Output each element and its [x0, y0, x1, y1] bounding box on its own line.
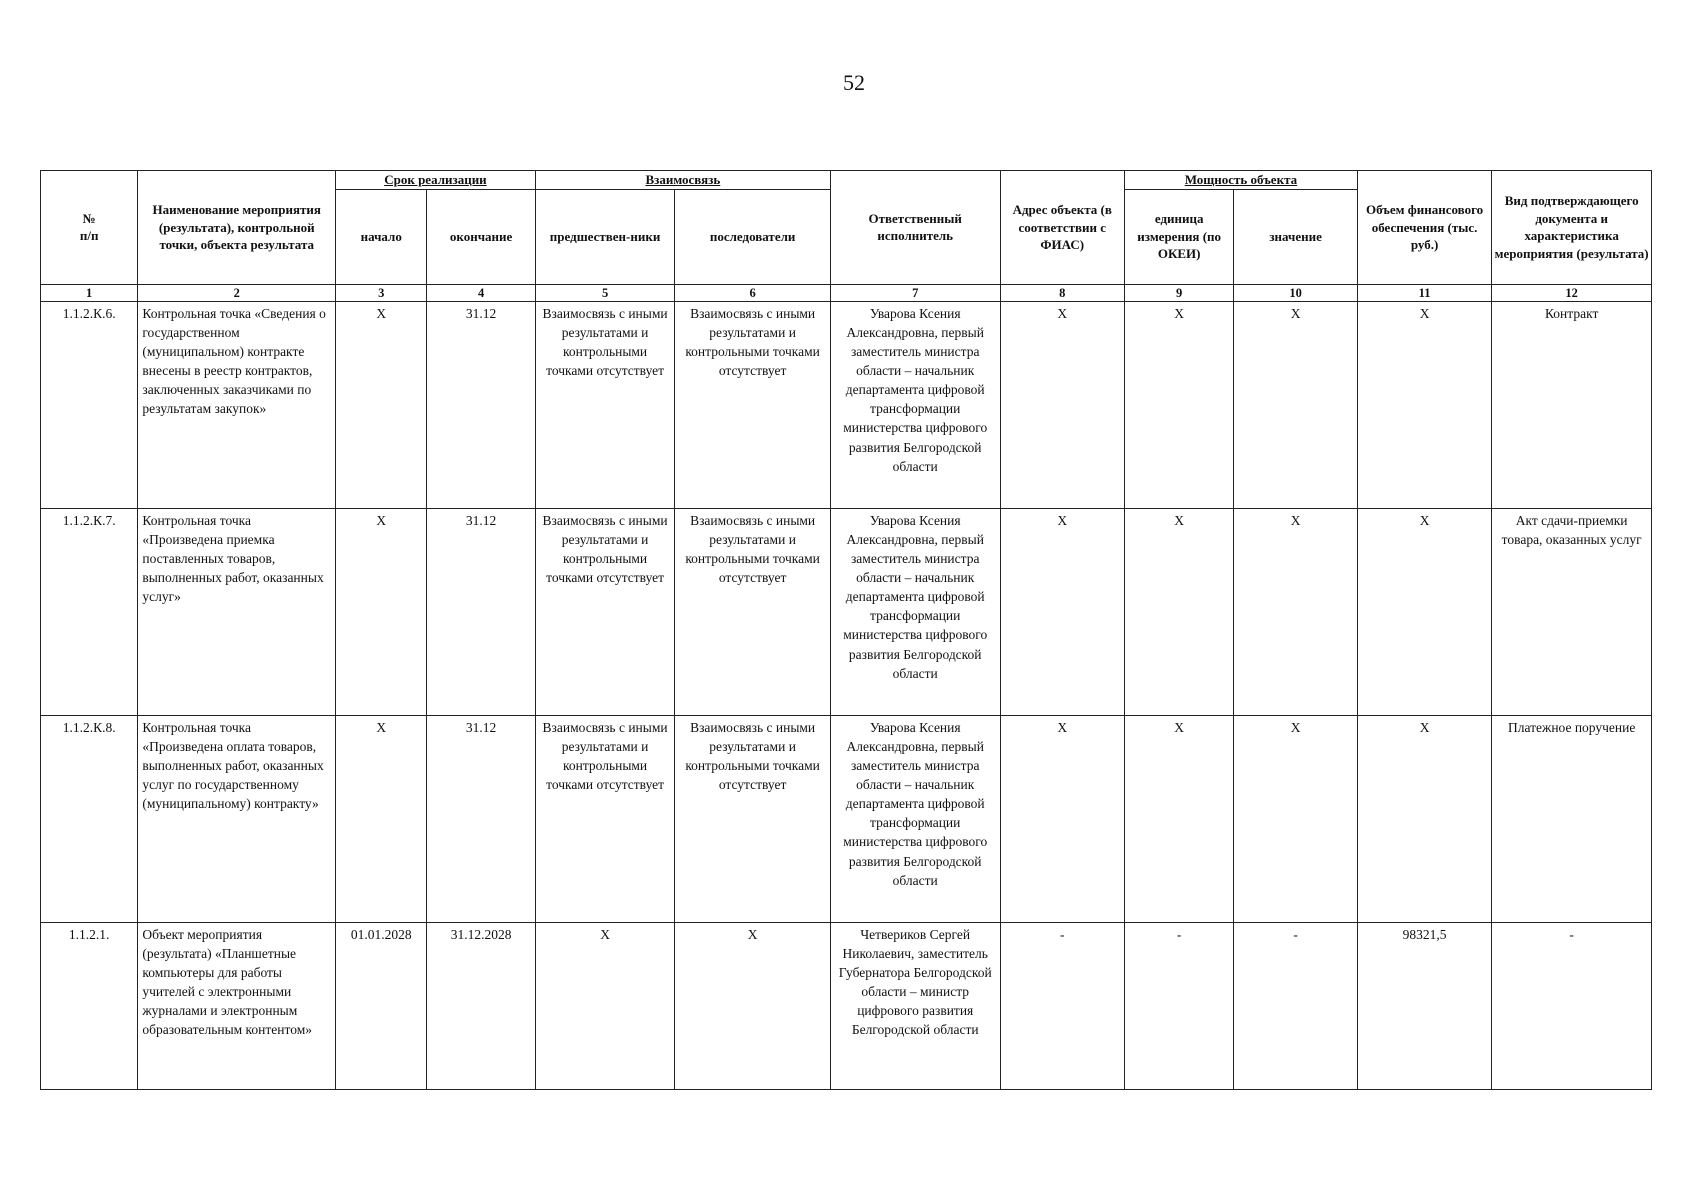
cell-address: Х: [1000, 715, 1124, 922]
header-address: Адрес объекта (в соответствии с ФИАС): [1000, 171, 1124, 285]
cell-num: 1.1.2.1.: [41, 922, 138, 1089]
cell-succ: Взаимосвязь с иными результатами и контрольными точками отсутствует: [675, 715, 831, 922]
header-link-succ: последователи: [675, 189, 831, 284]
cell-name: Контрольная точка «Произведена оплата товаров, выполненных работ, оказанных услуг по государственному (муниципальному) контракту»: [138, 715, 336, 922]
cell-value: Х: [1234, 508, 1357, 715]
column-number: 11: [1357, 284, 1491, 301]
cell-name: Контрольная точка «Произведена приемка поставленных товаров, выполненных работ, оказанных услуг»: [138, 508, 336, 715]
column-number: 8: [1000, 284, 1124, 301]
cell-pred: Взаимосвязь с иными результатами и контрольными точками отсутствует: [535, 301, 675, 508]
cell-unit: Х: [1124, 715, 1233, 922]
cell-doc: Контракт: [1492, 301, 1652, 508]
cell-value: Х: [1234, 715, 1357, 922]
cell-succ: Х: [675, 922, 831, 1089]
header-doc: Вид подтверждающего документа и характеристика мероприятия (результата): [1492, 171, 1652, 285]
cell-pred: Взаимосвязь с иными результатами и контрольными точками отсутствует: [535, 508, 675, 715]
header-link-group-label: Взаимосвязь: [645, 172, 721, 187]
table-row: [41, 301, 1652, 508]
cell-value: Х: [1234, 301, 1357, 508]
header-executor: Ответственный исполнитель: [830, 171, 1000, 285]
cell-doc: Платежное поручение: [1492, 715, 1652, 922]
cell-executor: Уварова Ксения Александровна, первый заместитель министра области – начальник департамента цифровой трансформации министерства цифрового развития Белгородской области: [830, 508, 1000, 715]
cell-pred: Взаимосвязь с иными результатами и контрольными точками отсутствует: [535, 715, 675, 922]
cell-end: 31.12.2028: [427, 922, 535, 1089]
column-number-row: [41, 284, 1652, 301]
cell-finance: 98321,5: [1357, 922, 1491, 1089]
cell-address: -: [1000, 922, 1124, 1089]
header-power-unit: единица измерения (по ОКЕИ): [1124, 189, 1233, 284]
cell-start: Х: [336, 301, 427, 508]
cell-name: Контрольная точка «Сведения о государственном (муниципальном) контракте внесены в реестр контрактов, заключенных заказчиками по результатам закупок»: [138, 301, 336, 508]
table-row: [41, 715, 1652, 922]
header-name: Наименование мероприятия (результата), контрольной точки, объекта результата: [138, 171, 336, 285]
plan-table: [40, 170, 1652, 1090]
cell-doc: -: [1492, 922, 1652, 1089]
cell-name: Объект мероприятия (результата) «Планшетные компьютеры для работы учителей с электронными журналами и электронным образовательным контентом»: [138, 922, 336, 1089]
cell-end: 31.12: [427, 715, 535, 922]
cell-value: -: [1234, 922, 1357, 1089]
column-number: 9: [1124, 284, 1233, 301]
header-power-group: [1124, 171, 1357, 190]
cell-start: 01.01.2028: [336, 922, 427, 1089]
cell-num: 1.1.2.К.7.: [41, 508, 138, 715]
header-term-start: начало: [336, 189, 427, 284]
header-term-group: [336, 171, 536, 190]
header-term-group-label: Срок реализации: [384, 172, 487, 187]
page-number: 52: [843, 70, 865, 95]
cell-end: 31.12: [427, 301, 535, 508]
column-number: 1: [41, 284, 138, 301]
cell-unit: Х: [1124, 301, 1233, 508]
header-term-end: окончание: [427, 189, 535, 284]
cell-succ: Взаимосвязь с иными результатами и контрольными точками отсутствует: [675, 508, 831, 715]
cell-executor: Уварова Ксения Александровна, первый заместитель министра области – начальник департамента цифровой трансформации министерства цифрового развития Белгородской области: [830, 715, 1000, 922]
cell-finance: Х: [1357, 301, 1491, 508]
column-number: 3: [336, 284, 427, 301]
column-number: 6: [675, 284, 831, 301]
table-row: [41, 508, 1652, 715]
header-power-group-label: Мощность объекта: [1184, 172, 1298, 187]
table-row: [41, 922, 1652, 1089]
column-number: 12: [1492, 284, 1652, 301]
cell-doc: Акт сдачи-приемки товара, оказанных услуг: [1492, 508, 1652, 715]
column-number: 5: [535, 284, 675, 301]
header-num: № п/п: [41, 171, 138, 285]
cell-address: Х: [1000, 508, 1124, 715]
column-number: 2: [138, 284, 336, 301]
cell-finance: Х: [1357, 508, 1491, 715]
cell-num: 1.1.2.К.8.: [41, 715, 138, 922]
cell-num: 1.1.2.К.6.: [41, 301, 138, 508]
cell-finance: Х: [1357, 715, 1491, 922]
cell-unit: Х: [1124, 508, 1233, 715]
header-finance: Объем финансового обеспечения (тыс. руб.): [1357, 171, 1491, 285]
cell-start: Х: [336, 508, 427, 715]
header-row-groups: [41, 171, 1652, 190]
cell-end: 31.12: [427, 508, 535, 715]
header-link-group: [535, 171, 830, 190]
cell-start: Х: [336, 715, 427, 922]
column-number: 10: [1234, 284, 1357, 301]
cell-unit: -: [1124, 922, 1233, 1089]
column-number: 7: [830, 284, 1000, 301]
column-number: 4: [427, 284, 535, 301]
cell-succ: Взаимосвязь с иными результатами и контрольными точками отсутствует: [675, 301, 831, 508]
cell-executor: Четвериков Сергей Николаевич, заместитель Губернатора Белгородской области – министр цифрового развития Белгородской области: [830, 922, 1000, 1089]
header-power-value: значение: [1234, 189, 1357, 284]
header-link-pred: предшествен-ники: [535, 189, 675, 284]
cell-executor: Уварова Ксения Александровна, первый заместитель министра области – начальник департамента цифровой трансформации министерства цифрового развития Белгородской области: [830, 301, 1000, 508]
cell-address: Х: [1000, 301, 1124, 508]
cell-pred: Х: [535, 922, 675, 1089]
